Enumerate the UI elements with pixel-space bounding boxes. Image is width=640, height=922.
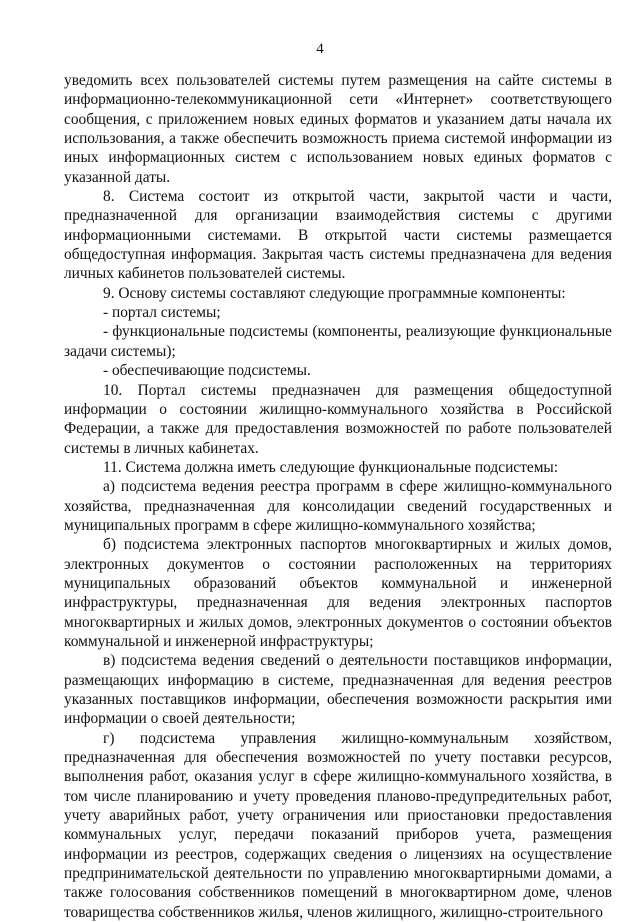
- paragraph-item-8: 8. Система состоит из открытой части, закрытой части и части, предназначенной для организации взаимодействия системы с другими информационными системами. В открытой части системы размещается общедоступная информация. Закрытая часть системы предназначена для ведения личных кабинетов пользователей системы.: [64, 188, 612, 283]
- subitem-b: б) подсистема электронных паспортов многоквартирных и жилых домов, электронных документов о состоянии расположенных на территориях муниципальных образований объектов коммунальной и инженерной инфраструктуры, предназначенная для ведения электронных паспортов многоквартирных и жилых домов, электронных документов о состоянии объектов коммунальной и инженерной инфраструктуры;: [64, 536, 612, 650]
- document-body: [64, 71, 612, 922]
- paragraph-item-10: 10. Портал системы предназначен для размещения общедоступной информации о состоянии жилищно-коммунального хозяйства в Российской Федерации, а также для предоставления возможностей по работе пользователей системы в личных кабинетах.: [64, 381, 612, 457]
- subitem-a: а) подсистема ведения реестра программ в сфере жилищно-коммунального хозяйства, предназначенная для консолидации сведений государственных и муниципальных программ в сфере жилищно-коммунального хозяйства;: [64, 478, 612, 534]
- subitem-g: г) подсистема управления жилищно-коммунальным хозяйством, предназначенная для обеспечения возможностей по учету поставки ресурсов, выполнения работ, оказания услуг в сфере жилищно-коммунального хозяйства, в том числе планированию и учету проведения планово-предупредительных работ, учету аварийных работ, учету ограничения или приостановки предоставления коммунальных услуг, передачи показаний приборов учета, размещения информации из реестров, содержащих сведения о лицензиях на осуществление предпринимательской деятельности по управлению многоквартирными домами, а также голосования собственников помещений в многоквартирном доме, членов товарищества собственников жилья, членов жилищного, жилищно-строительного: [64, 729, 612, 921]
- paragraph-continuation: уведомить всех пользователей системы путем размещения на сайте системы в информационно-телекоммуникационной сети «Интернет» соответствующего сообщения, с приложением новых единых форматов и указанием даты начала их использования, а также обеспечить возможность приема системой информации из иных информационных систем с использованием новых единых форматов с указанной даты.: [64, 72, 612, 186]
- paragraph-item-11: 11. Система должна иметь следующие функциональные подсистемы:: [103, 458, 559, 476]
- page-number: 4: [316, 41, 324, 57]
- subitem-v: в) подсистема ведения сведений о деятельности поставщиков информации, размещающих информацию в системе, предназначенная для ведения реестров указанных поставщиков информации, обеспечения возможности раскрытия ими информации о своей деятельности;: [64, 652, 612, 728]
- list-item-portal: - портал системы;: [103, 304, 221, 322]
- list-item-supporting-subsystems: - обеспечивающие подсистемы.: [103, 362, 311, 380]
- paragraph-item-9: 9. Основу системы составляют следующие программные компоненты:: [103, 284, 566, 302]
- list-item-functional-subsystems: - функциональные подсистемы (компоненты, реализующие функциональные задачи системы);: [64, 323, 612, 360]
